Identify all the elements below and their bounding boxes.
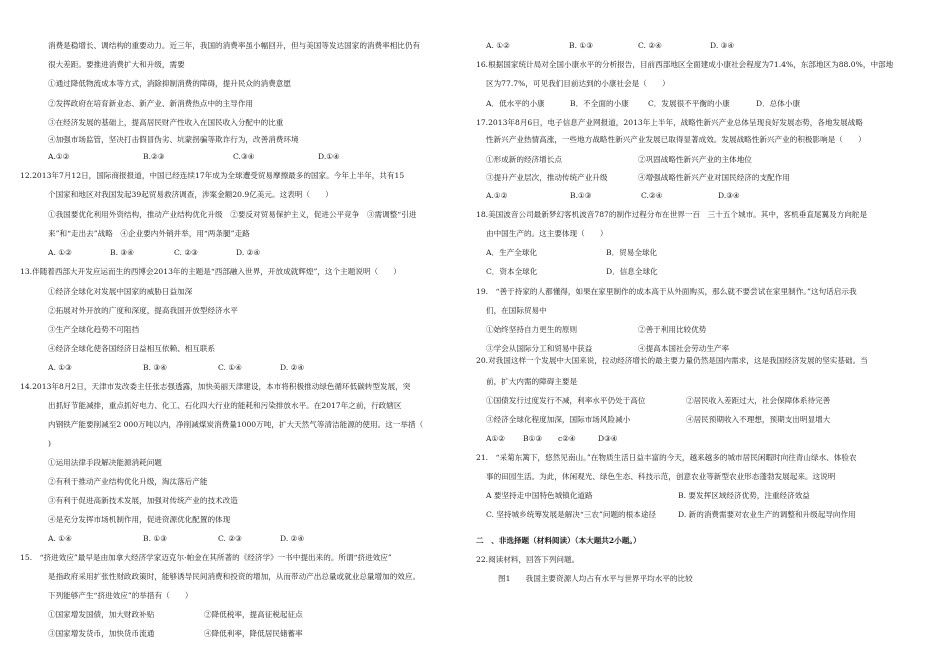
text-line: ②拓展对外开放的广度和深度，提高我国开放型经济水平 [48,306,238,315]
text-line: 15. “挤进效应”最早是由加拿大经济学家迈克尔·帕金在其所著的《经济学》一书中提出来的。所谓“挤进效应” [20,553,392,562]
text-line: 20.对我国这样一个发展中大国来说，拉动经济增长的最主要力量仍然是国内需求，这是我国经济发展的坚实基础。当 [476,356,868,365]
answer-option: ④降低利率，降低居民储蓄率 [204,629,303,638]
answer-option: A. ①② [486,41,510,50]
answer-options [486,98,910,109]
text-line: 来”和“走出去”战略 ④企业要内外销并举，用“两条腿”走路 [48,229,250,238]
answer-options [486,40,910,51]
answer-option: A.①② [48,152,70,161]
text-line: 前，扩大内需的障碍主要是 [486,377,578,386]
text-line: 12.2013年7月12日，国际商报报道，中国已经连续17年成为全球遭受贸易摩擦最多的国家。今年上半年，共有15 [20,171,405,180]
answer-option: D. ②④ [236,248,261,257]
answer-options [48,247,466,258]
text-line: ④是充分发挥市场机制作用，促进资源优化配置的体现 [48,515,231,524]
answer-options [486,172,910,183]
answer-option: D. 新的消费需要对农业生产的调整和升级起导向作用 [678,510,856,519]
answer-options [486,433,910,444]
answer-option: ①始终坚持自力更生的原则 [486,325,578,334]
answer-option: B. ①③ [143,534,168,543]
text-line: ③在经济发展的基础上，提高居民财产性收入在国民收入分配中的比重 [48,118,284,127]
answer-options [48,533,466,544]
text-line: 区为77.7%，可见我们目前达到的小康社会是（ ） [486,79,670,88]
answer-option: B.①③ [570,191,592,200]
answer-options [486,324,910,335]
answer-options [486,154,910,165]
answer-option: C. ①④ [218,363,242,372]
answer-option: D.③④ [718,191,740,200]
answer-options [48,628,466,639]
text-line: ④加强市场监管，坚决打击假冒伪劣、坑蒙拐骗等欺诈行为，改善消费环境 [48,135,299,144]
answer-option: C.②④ [641,191,663,200]
answer-option: D. ②④ [280,534,305,543]
answer-option: B. ③④ [143,363,168,372]
text-line: 是指政府采用扩张性财政政策时，能够诱导民间消费和投资的增加，从而带动产出总量或就业总量增加的效应。 [48,572,421,581]
answer-option: ②善于利用比较优势 [638,325,707,334]
text-line: ③生产全球化趋势不可阻挡 [48,325,140,334]
text-line: ①运用法律手段解决能源消耗问题 [48,458,162,467]
text-line: 16.根据国家统计局对全国小康水平的分析报告，目前西部地区全面建成小康社会程度为71.4%，东部地区为88.0%，中部地 [476,60,894,69]
answer-option: D③④ [598,434,618,443]
answer-option: B.②③ [143,152,165,161]
answer-option: D．总体小康 [756,99,801,108]
answer-option: A 要坚持走中国特色城镇化道路 [486,491,593,500]
answer-option: ③经济全球化程度加深，国际市场风险减小 [486,415,631,424]
answer-options [486,509,910,520]
answer-option: C. ②③ [174,248,198,257]
answer-option: D．信息全球化 [606,267,658,276]
answer-option: C. 坚持城乡统筹发展是解决“三农”问题的根本途径 [486,510,657,519]
answer-option: C. ②③ [218,534,242,543]
answer-option: ②巩固战略性新兴产业的主体地位 [638,155,752,164]
text-line: 14.2013年8月2日，天津市发改委主任张志强透露，加快美丽天津建设，本市将积极推动绿色循环低碳转型发展，突 [20,382,411,391]
text-line: ①我国要优化利用外资结构，推动产业结构优化升级 ②要反对贸易保护主义，促进公平竞争 ③需调整“引进 [48,210,417,219]
answer-option: ①国家增发国债，加大财政补贴 [48,610,155,619]
answer-options [486,247,910,258]
answer-option: D.①④ [318,152,340,161]
text-line: 18.美国波音公司最新梦幻客机波音787的制作过程分布在世界一百 三十五个城市。其中，客机垂直尾翼及方向舵是 [476,210,868,219]
right-column [476,0,910,672]
answer-option: D. ③④ [710,41,735,50]
text-line: 13.伴随着西部大开发应运而生的西博会2013年的主题是“西部融入世界，开放成就辉煌”，这个主题说明（ ） [20,267,401,276]
answer-options [486,395,910,406]
text-line: ②有利于推动产业结构优化升级，淘汰落后产能 [48,477,208,486]
answer-options [486,414,910,425]
text-line: 很大差距。要推进消费扩大和升级，需要 [48,60,185,69]
answer-option: C.③④ [233,152,255,161]
answer-options [48,362,466,373]
answer-option: ③学会从国际分工和贸易中获益 [486,344,593,353]
answer-option: C．发展很不平衡的小康 [648,99,730,108]
answer-option: ①国债发行过度发行不减，利率水平仍处于高位 [486,396,646,405]
answer-option: A. ①③ [48,363,72,372]
answer-options [48,151,466,162]
answer-option: B. ①③ [569,41,594,50]
answer-option: ②居民收入差距过大，社会保障体系待完善 [686,396,831,405]
text-line: 17.2013年8月6日，电子信息产业网报道，2013年上半年，战略性新兴产业总体呈现良好发展态势，各地发展战略 [476,118,863,127]
answer-option: ②降低税率，提高征税起征点 [204,610,303,619]
answer-option: B. 要发挥区域经济优势，注重经济效益 [678,491,810,500]
left-column [20,0,466,672]
answer-option: A. ①④ [48,534,72,543]
text-line: 下列能够产生“挤进效应”的举措有（ ） [48,591,193,600]
text-line: 性新兴产业热情高涨，一些地方战略性新兴产业发展已取得显著成效。发展战略性新兴产业的积极影响是（ ） [486,135,866,144]
answer-option: C. ②④ [638,41,662,50]
text-line: 们，在国际贸易中 [486,306,547,315]
text-line: 个国家和地区对我国发起39起贸易救济调查，涉案金额20.9亿美元。这表明（ ） [48,190,333,199]
answer-options [48,609,466,620]
text-line: ③有利于促进高新技术发展，加强对传统产业的技术改造 [48,496,238,505]
text-line: 由中国生产的。这主要体现（ ） [486,229,608,238]
answer-options [486,490,910,501]
answer-option: ④居民预期收入不理想，预期支出明显增大 [686,415,831,424]
answer-option: D. ②④ [280,363,305,372]
text-line: 19. “善于持家的人都懂得，如果在家里制作的成本高于从外面购买，那么就不要尝试在家里制作。”这句话启示我 [476,287,857,296]
answer-option: ④提高本国社会劳动生产率 [638,344,730,353]
answer-option: A．生产全球化 [486,248,538,257]
answer-option: A①② [486,434,506,443]
answer-options [486,266,910,277]
answer-option: c②④ [558,434,576,443]
answer-option: B．不全面的小康 [570,99,629,108]
answer-option: A．低水平的小康 [486,99,545,108]
answer-option: ③提升产业层次，推动传统产业升级 [486,173,608,182]
answer-options [486,343,910,354]
text-line: 22.阅读材料，回答下列问题。 [476,555,580,564]
text-line: 21. “采菊东篱下，悠然见南山。”在物质生活日益丰富的今天，越来越多的城市居民闲暇时向往青山绿水、体验农 [476,453,857,462]
text-line: ④经济全球化使各国经济日益相互依赖、相互联系 [48,344,216,353]
text-line: 内钢铁产能要削减至2 000万吨以内，净削减煤炭消费量1000万吨，扩大天然气等清洁能源的使用。这一举措（ [48,420,424,429]
answer-options [486,190,910,201]
answer-option: B．贸易全球化 [606,248,658,257]
text-line: ) [48,439,51,448]
text-line: ②发挥政府在培育新业态、新产业、新消费热点中的主导作用 [48,99,254,108]
answer-option: B. ③④ [110,248,135,257]
text-line: ①经济全球化对发展中国家的威胁日益加深 [48,287,193,296]
answer-option: A.①② [486,191,508,200]
text-line: 图1 我国主要资源人均占有水平与世界平均水平的比较 [498,574,693,583]
text-line: 消费是稳增长、调结构的重要动力。近三年，我国的消费率虽小幅回升，但与美国等发达国家的消费率相比仍有 [48,41,421,50]
answer-option: ④增强战略性新兴产业对国民经济的支配作用 [638,173,790,182]
text-line: 事的田园生活。为此，休闲观光、绿色生态、科技示范，创意农业等新型农业形态蓬勃发展起来。这说明 [486,472,836,481]
answer-option: C．资本全球化 [486,267,538,276]
answer-option: B①③ [523,434,543,443]
text-line: 二 、非选择题（材料阅读）（本大题共2小题。） [476,536,641,545]
answer-option: ①形成新的经济增长点 [486,155,562,164]
text-line: 出抓好节能减排，重点抓好电力、化工、石化四大行业的能耗和污染排放水平。在2017年之前，行政辖区 [48,401,402,410]
answer-option: ③国家增发货币，加快货币流通 [48,629,155,638]
answer-option: A. ①② [48,248,72,257]
text-line: ①通过降低物流成本等方式，消除抑制消费的障碍，提升民众的消费意愿 [48,79,291,88]
